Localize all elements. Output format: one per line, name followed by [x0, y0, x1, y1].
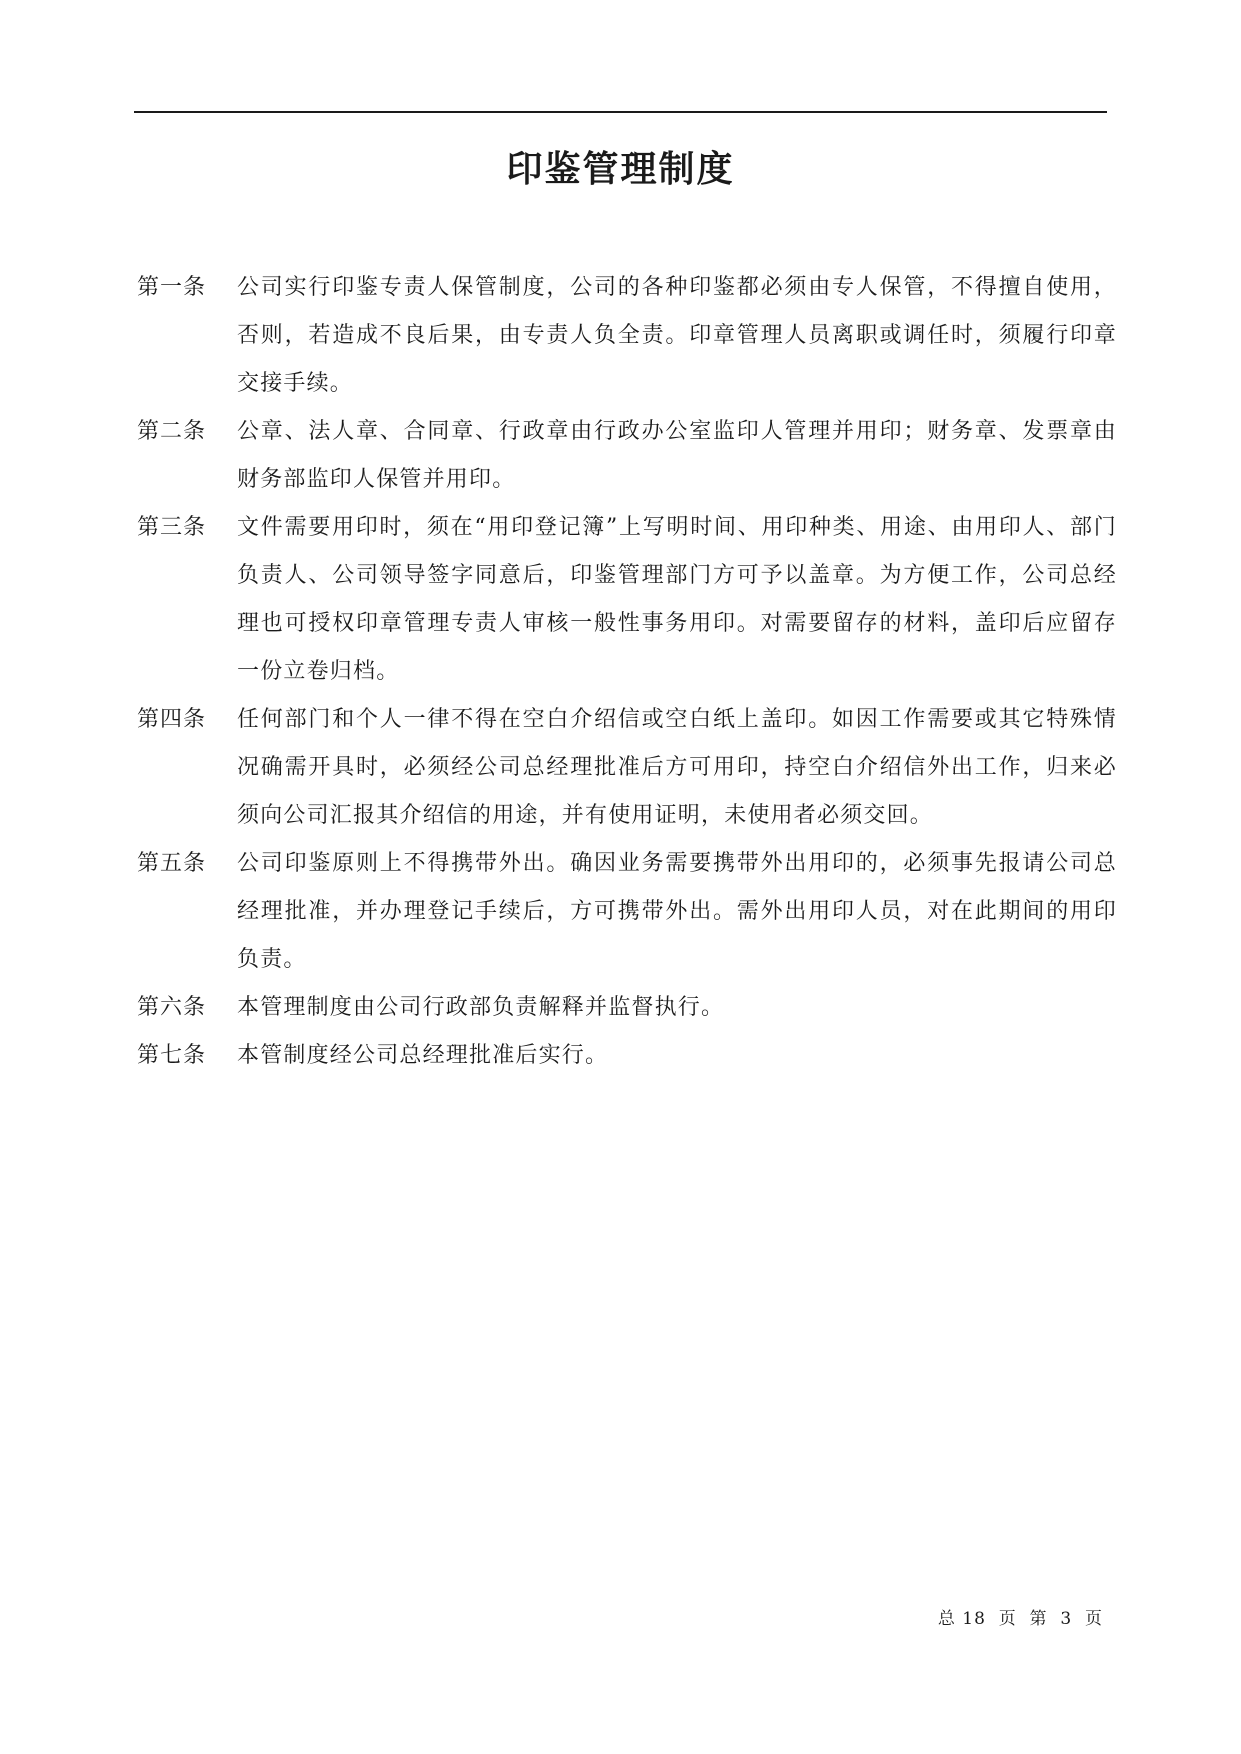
- article-list: [137, 264, 1117, 1080]
- article-7: [137, 1032, 1117, 1080]
- article-label: 第一条: [137, 275, 207, 300]
- article-label: 第五条: [137, 851, 207, 876]
- article-text: 本管制度经公司总经理批准后实行。: [237, 1043, 609, 1068]
- header-rule: [134, 111, 1107, 113]
- article-2: [137, 408, 1117, 504]
- article-4: [137, 696, 1117, 840]
- article-label: 第三条: [137, 515, 207, 540]
- article-1: [137, 264, 1117, 408]
- document-title: 印鉴管理制度: [506, 149, 735, 190]
- article-label: 第二条: [137, 419, 207, 444]
- article-text: 本管理制度由公司行政部负责解释并监督执行。: [237, 995, 725, 1020]
- article-6: [137, 984, 1117, 1032]
- page-number: 总 18 页 第 3 页: [937, 1609, 1103, 1629]
- article-label: 第七条: [137, 1043, 207, 1068]
- article-text: 文件需要用印时，须在“用印登记簿”上写明时间、用印种类、用途、由用印人、部门负责人、公司领导签字同意后，印鉴管理部门方可予以盖章。为方便工作，公司总经理也可授权印章管理专责人审核一般性事务用印。对需要留存的材料，盖印后应留存一份立卷归档。: [237, 515, 1117, 684]
- article-label: 第四条: [137, 707, 207, 732]
- article-label: 第六条: [137, 995, 207, 1020]
- article-text: 公司印鉴原则上不得携带外出。确因业务需要携带外出用印的，必须事先报请公司总经理批准，并办理登记手续后，方可携带外出。需外出用印人员，对在此期间的用印负责。: [237, 851, 1117, 972]
- article-text: 公司实行印鉴专责人保管制度，公司的各种印鉴都必须由专人保管，不得擅自使用，否则，若造成不良后果，由专责人负全责。印章管理人员离职或调任时，须履行印章交接手续。: [237, 275, 1117, 396]
- article-5: [137, 840, 1117, 984]
- article-text: 公章、法人章、合同章、行政章由行政办公室监印人管理并用印；财务章、发票章由财务部监印人保管并用印。: [237, 419, 1117, 492]
- article-3: [137, 504, 1117, 696]
- article-text: 任何部门和个人一律不得在空白介绍信或空白纸上盖印。如因工作需要或其它特殊情况确需开具时，必须经公司总经理批准后方可用印，持空白介绍信外出工作，归来必须向公司汇报其介绍信的用途，并有使用证明，未使用者必须交回。: [237, 707, 1117, 828]
